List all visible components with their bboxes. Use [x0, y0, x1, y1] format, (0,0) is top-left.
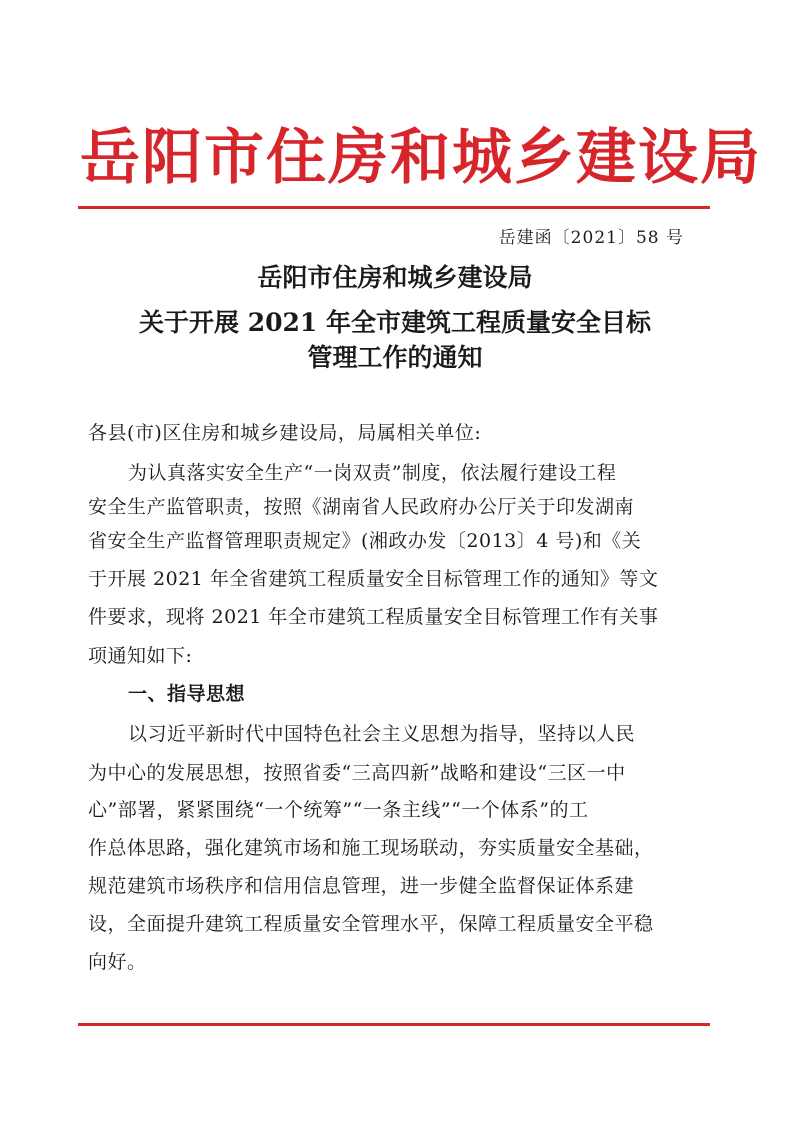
paragraph-2-line: 为中心的发展思想，按照省委“三高四新”战略和建设“三区一中	[88, 762, 626, 784]
issuer-masthead: 岳阳市住房和城乡建设局	[80, 123, 762, 193]
title-line-3: 管理工作的通知	[307, 343, 483, 372]
paragraph-1-line: 安全生产监管职责，按照《湖南省人民政府办公厅关于印发湖南	[88, 496, 635, 518]
document-number: 岳建函〔2021〕58 号	[498, 228, 684, 248]
paragraph-2-line: 规范建筑市场秩序和信用信息管理，进一步健全监督保证体系建	[88, 875, 635, 897]
paragraph-2-line: 以习近平新时代中国特色社会主义思想为指导，坚持以人民	[128, 723, 636, 745]
paragraph-1-line: 为认真落实安全生产“一岗双责”制度，依法履行建设工程	[128, 462, 617, 484]
paragraph-2-line: 设，全面提升建筑工程质量安全管理水平，保障工程质量安全平稳	[88, 913, 654, 935]
title-line-1: 岳阳市住房和城乡建设局	[257, 263, 533, 292]
paragraph-2-line: 向好。	[88, 951, 147, 973]
paragraph-2-line: 作总体思路，强化建筑市场和施工现场联动，夯实质量安全基础，	[88, 837, 654, 859]
footer-red-rule	[78, 1023, 710, 1026]
paragraph-1-line: 件要求，现将 2021 年全市建筑工程质量安全目标管理工作有关事	[88, 606, 659, 628]
title-line-2: 关于开展 2021 年全市建筑工程质量安全目标	[139, 308, 651, 337]
paragraph-1-line: 于开展 2021 年全省建筑工程质量安全目标管理工作的通知》等文	[88, 568, 659, 590]
salutation: 各县(市)区住房和城乡建设局，局属相关单位:	[88, 422, 482, 444]
masthead-red-rule	[78, 206, 710, 209]
paragraph-1-line: 项通知如下:	[88, 645, 193, 667]
paragraph-2-line: 心”部署，紧紧围绕“一个统筹”“一条主线”“一个体系”的工	[88, 799, 589, 821]
section-heading: 一、指导思想	[128, 683, 246, 705]
paragraph-1-line: 省安全生产监督管理职责规定》(湘政办发〔2013〕4 号)和《关	[88, 530, 642, 552]
